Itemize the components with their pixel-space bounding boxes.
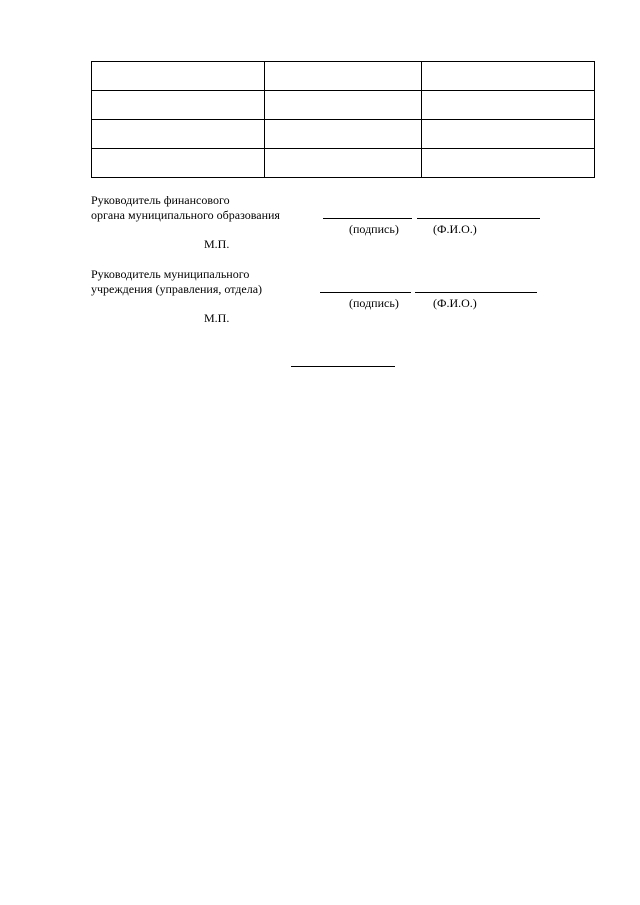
table-cell [422, 120, 595, 149]
table-row [92, 120, 595, 149]
table-row [92, 62, 595, 91]
signature-line [320, 292, 411, 293]
table-cell [265, 91, 422, 120]
table-cell [422, 149, 595, 178]
signature-caption: (подпись) [349, 296, 399, 310]
table-cell [92, 120, 265, 149]
table-row [92, 91, 595, 120]
name-line [415, 292, 537, 293]
signatory-title-line: органа муниципального образования [91, 208, 280, 222]
table-cell [265, 149, 422, 178]
table-cell [265, 120, 422, 149]
table-row [92, 149, 595, 178]
name-caption: (Ф.И.О.) [433, 222, 477, 236]
table-cell [265, 62, 422, 91]
signatory-title-line: учреждения (управления, отдела) [91, 282, 263, 296]
table-cell [92, 149, 265, 178]
table-cell [92, 62, 265, 91]
name-line [417, 218, 540, 219]
signatory-title-line: Руководитель финансового [91, 193, 230, 207]
signatory-title-line: Руководитель муниципального [91, 267, 250, 281]
name-caption: (Ф.И.О.) [433, 296, 477, 310]
stamp-placeholder: М.П. [204, 237, 230, 251]
signature-caption: (подпись) [349, 222, 399, 236]
stamp-placeholder: М.П. [204, 311, 230, 325]
data-table [91, 61, 595, 178]
table-cell [92, 91, 265, 120]
table-cell [422, 91, 595, 120]
signature-line [323, 218, 412, 219]
closing-divider [291, 366, 395, 367]
table-cell [422, 62, 595, 91]
